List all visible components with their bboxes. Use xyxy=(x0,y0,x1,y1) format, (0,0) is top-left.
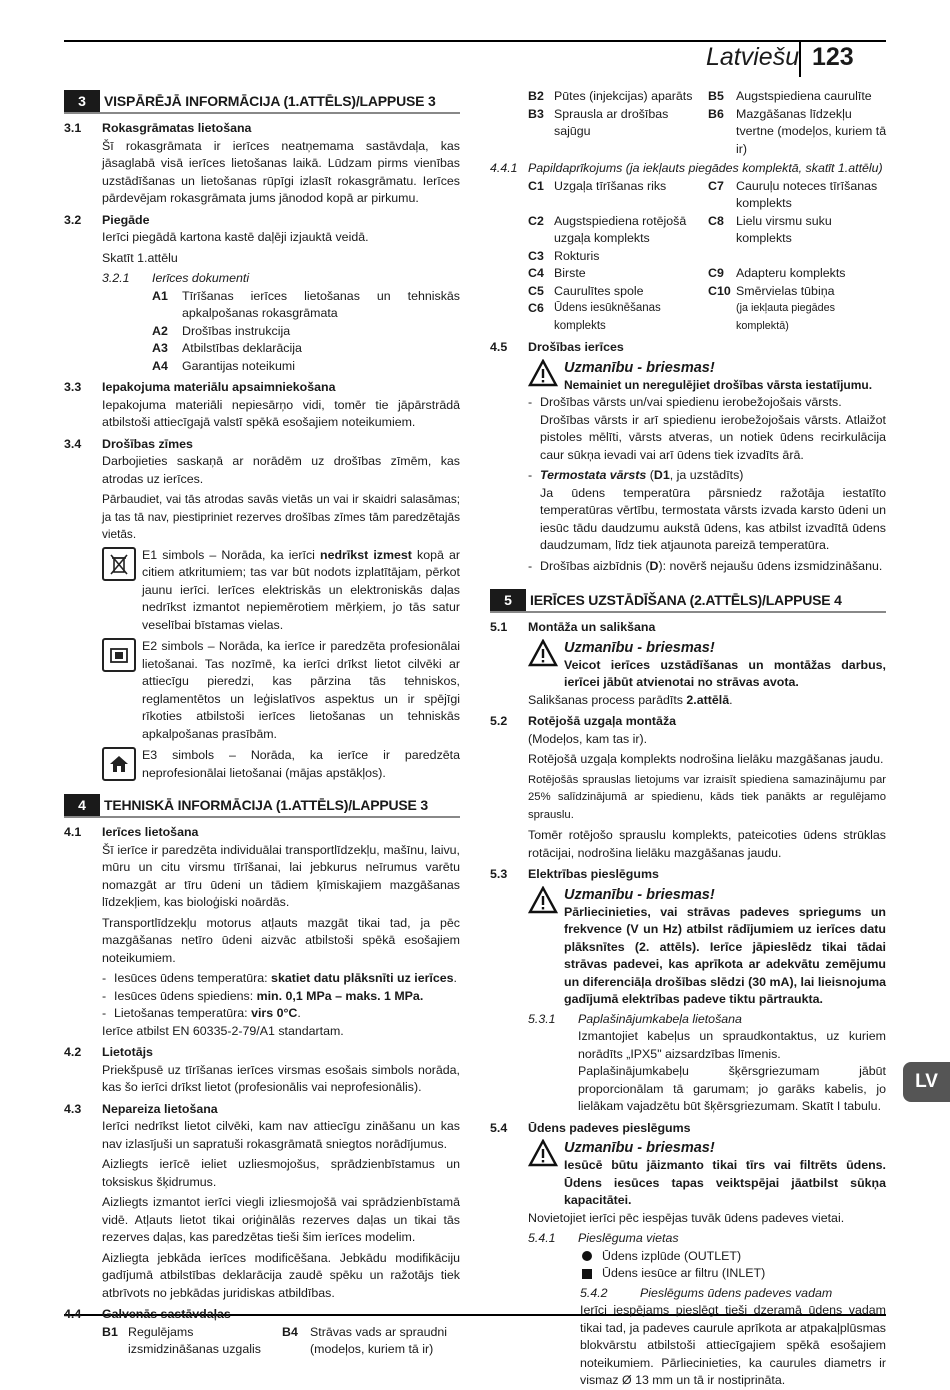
subsection-heading xyxy=(490,713,886,731)
left-column xyxy=(64,90,460,1359)
paragraph: Šī rokasgrāmata ir ierīces neatņemama sastāvdaļa, kas jāsaglabā visā ierīces lietošanas laikā. Lūdzam pirms vienības uzstādīšanas un lietošanas rūpīgi izlasīt rokasgrāmatu. Ierīces pārdevējam rokasgrāmata jums jānodod kopā ar pirkumu. xyxy=(102,138,460,205)
subsection-title: Rokasgrāmatas lietošana xyxy=(102,121,252,135)
figure-ref: 2.attēlā xyxy=(686,692,730,707)
subsubsection-title: Paplašinājumkabeļa lietošana xyxy=(578,1011,742,1026)
warning-title: Uzmanību - briesmas! xyxy=(564,886,715,903)
danger-warning xyxy=(528,359,886,395)
subsection-heading xyxy=(64,1101,460,1119)
warning-title: Uzmanību - briesmas! xyxy=(564,1140,715,1156)
item-value: Garantijas noteikumi xyxy=(182,358,295,373)
item-key: B1 xyxy=(102,1324,118,1339)
subsection-heading xyxy=(490,339,886,357)
subsection-number: 5.4 xyxy=(490,1120,508,1135)
item-value: Pūtes (injekcijas) aparāts xyxy=(554,89,693,103)
danger-warning xyxy=(528,639,886,692)
item-value: Atbilstības deklarācija xyxy=(182,341,302,355)
subsection-title: Ūdens padeves pieslēgums xyxy=(528,1120,691,1135)
subsection-title: Ierīces lietošana xyxy=(102,825,199,839)
dash-text: Drošības vārsts un/vai spiedienu ierobežojošais vārsts. xyxy=(540,395,842,409)
dash-text: , ja uzstādīts) xyxy=(669,468,744,482)
item-value: Ūdens iesūknēšanas komplekts xyxy=(554,302,661,332)
section-5-heading xyxy=(490,589,886,613)
paragraph: . xyxy=(729,692,733,707)
paragraph: Rotējošā uzgaļa komplekts nodrošina lielāku mazgāšanas jaudu. xyxy=(528,752,884,766)
circle-icon xyxy=(582,1251,592,1261)
list-item xyxy=(152,358,460,376)
paragraph: Ierīci piegādā kartona kastē daļēji izjauktā veidā. xyxy=(102,230,369,244)
item-key: A2 xyxy=(152,323,168,338)
subsubsection-number: 5.4.2 xyxy=(580,1285,608,1300)
item-value: Ūdens izplūde (OUTLET) xyxy=(602,1248,742,1263)
subsubsection-number: 5.4.1 xyxy=(528,1231,556,1245)
subsection-heading xyxy=(64,1306,460,1324)
list-item xyxy=(582,1265,886,1283)
subsubsection-number: 4.4.1 xyxy=(490,161,518,175)
item-key xyxy=(708,248,736,266)
subsection-heading xyxy=(64,379,460,397)
dash-bold: min. 0,1 MPa – maks. 1 MPa. xyxy=(256,988,424,1003)
paragraph: Priekšpusē uz tīrīšanas ierīces virsmas esošais simbols norāda, kas šo ierīci drīkst lietot (profesionālis vai neprofesionālis). xyxy=(102,1062,460,1094)
dash-item: - Lietošanas temperatūra: virs 0°C. xyxy=(102,1006,301,1020)
item-value: Drošības instrukcija xyxy=(182,323,291,338)
item-key: B6 xyxy=(708,106,724,121)
subsubsection-title: Papildaprīkojums (ja iekļauts piegādes komplektā, skatīt 1.attēlu) xyxy=(528,161,883,175)
warning-triangle-icon xyxy=(528,886,558,914)
subsection-heading xyxy=(64,212,460,230)
home-use-icon xyxy=(102,747,136,781)
subsubsection-heading xyxy=(490,160,886,178)
paragraph: Ierīci nedrīkst lietot cilvēki, kam nav attiecīgu zināšanu un kas nav izlasījuši un sapratuši rokasgrāmatā sniegtos norādījumus. xyxy=(102,1119,460,1151)
dash-bold: skatiet datu plāksnīti uz ierīces xyxy=(271,971,454,985)
section-number: 4 xyxy=(64,794,100,816)
language-tab[interactable]: LV xyxy=(903,1062,950,1102)
subsection-number: 4.4 xyxy=(64,1307,82,1321)
item-key: C2 xyxy=(528,213,544,228)
item-value: Regulējams izsmidzināšanas uzgalis xyxy=(128,1324,261,1356)
accessories-list xyxy=(528,178,886,336)
item-value: Cauruļu noteces tīrīšanas komplekts xyxy=(736,178,878,210)
list-item xyxy=(152,340,460,358)
dash-bold: D xyxy=(649,558,659,573)
right-column xyxy=(490,88,886,1390)
dash-item: - Iesūces ūdens spiediens: min. 0,1 MPa – maks. 1 MPa. xyxy=(102,988,424,1003)
dash-text: ( xyxy=(646,468,654,482)
item-key: B5 xyxy=(708,89,724,103)
item-value: Strāvas vads ar spraudni (modeļos, kuriem tā ir) xyxy=(310,1324,448,1356)
danger-warning xyxy=(528,1139,886,1210)
dash-item: - Iesūces ūdens temperatūra: skatiet datu plāksnīti uz ierīces. xyxy=(102,971,457,985)
item-value: Ūdens iesūce ar filtru (INLET) xyxy=(602,1266,766,1280)
subsection-number: 4.5 xyxy=(490,340,508,354)
subsection-title: Galvenās sastāvdaļas xyxy=(102,1307,231,1321)
documents-list xyxy=(152,288,460,376)
subsection-number: 5.3 xyxy=(490,867,508,881)
item-value xyxy=(736,248,888,266)
subsection-title: Drošības zīmes xyxy=(102,436,193,451)
paragraph: Izmantojiet kabeļus un spraudkontaktus, uz kuriem norādīts „IPX5" aizsardzības līmenis. xyxy=(578,1029,886,1061)
paragraph: (Modeļos, kam tas ir). xyxy=(528,731,648,746)
warning-triangle-icon xyxy=(528,359,558,387)
item-key: C10 xyxy=(708,283,731,298)
subsection-number: 4.3 xyxy=(64,1101,82,1116)
subsection-number: 3.1 xyxy=(64,121,82,135)
dash-text: Iesūces ūdens spiediens: xyxy=(114,988,257,1003)
paragraph: Ierīci iespējams pieslēgt tieši dzeramā ūdens vadam tikai tad, ja padeves caurule aprīkota ar atpakaļplūsmas blokvārstu atbilstoši attiecīgajiem spēkā esošajiem noteikumiem. Pārliecinieties, ka caurules diametrs ir vismaz Ø 13 mm un tā ir nostiprināta. xyxy=(580,1303,886,1387)
symbol-e1 xyxy=(102,547,460,635)
paragraph: Aizliegts izmantot ierīci viegli izliesmojošā vai sprādzienbīstamā vidē. Atļauts lietot tikai oriģinālās rezerves daļas un tikai tās rezerves daļas, kas paredzētas tieši šim ierīces modelim. xyxy=(102,1195,460,1244)
subsection-heading xyxy=(64,1044,460,1062)
subsubsection-heading xyxy=(490,1285,886,1303)
paragraph: Ierīce atbilst EN 60335-2-79/A1 standartam. xyxy=(102,1023,344,1038)
components-list-cont xyxy=(528,88,886,158)
symbol-e3 xyxy=(102,747,460,782)
subsubsection-heading xyxy=(102,270,460,288)
list-item xyxy=(582,1248,886,1266)
paragraph: Rotējošās sprauslas lietojums var izraisīt spiediena samazinājumu par 25% salīdzinājumā ar spiedienu, kāds tiek panākts ar regulējamo sprauslu. xyxy=(528,773,886,821)
warning-title: Uzmanību - briesmas! xyxy=(564,359,715,376)
subsection-number: 3.2 xyxy=(64,212,82,227)
item-key: B3 xyxy=(528,106,544,121)
subsection-heading xyxy=(64,436,460,454)
warning-text: Iesūcē būtu jāizmanto tikai tīrs vai filtrēts ūdens. Ūdens iesūces tapas veiktspējai jāatbilst sūkņa kapacitātei. xyxy=(564,1158,886,1207)
warning-triangle-icon xyxy=(528,639,558,667)
page-number: 123 xyxy=(812,43,854,71)
dash-bold: Termostata vārsts xyxy=(540,468,647,482)
item-key: C3 xyxy=(528,248,544,263)
paragraph: Šī ierīce ir paredzēta individuālai transportlīdzekļu, mašīnu, laivu, mūru un citu virsmu tīrīšanai, lai jebkurus neīrumus varētu nomazgāt ar tīru ūdeni un tādiem ķīmiskajiem mazgāšanas līdzekļiem, kas bioloģiski noārdās. xyxy=(102,842,460,909)
item-key: C8 xyxy=(708,213,724,228)
paragraph: Pārbaudiet, vai tās atrodas savās vietās un vai ir skaidri salasāmas; ja tas tā nav, piestipriniet rezerves drošības zīmes tām paredzētajās vietās. xyxy=(102,492,460,541)
item-value: Mazgāšanas līdzekļu tvertne (modeļos, kuriem tā ir) xyxy=(736,106,887,156)
section-4-heading xyxy=(64,794,460,818)
e1-bold: nedrīkst izmest xyxy=(320,547,412,562)
item-key: C9 xyxy=(708,266,724,280)
subsection-number: 5.2 xyxy=(490,714,508,728)
item-value: Tīrīšanas ierīces lietošanas un tehniskās apkalpošanas rokasgrāmata xyxy=(182,288,460,320)
subsection-title: Rotējošā uzgaļa montāža xyxy=(528,714,677,728)
section-title: VISPĀRĒJĀ INFORMĀCIJA (1.ATTĒLS)/LAPPUSE 3 xyxy=(104,93,436,109)
list-item xyxy=(152,288,460,323)
symbol-e2 xyxy=(102,638,460,743)
subsection-number: 3.4 xyxy=(64,436,82,451)
subsection-title: Montāža un salikšana xyxy=(528,620,656,634)
item-key: A1 xyxy=(152,288,168,303)
dash-text: Iesūces ūdens temperatūra: xyxy=(114,971,272,985)
item-value: Birste xyxy=(554,266,586,280)
item-key: A4 xyxy=(152,358,168,373)
item-value: Smērvielas tūbiņa xyxy=(736,283,835,298)
warning-text: Nemainiet un neregulējiet drošības vārsta iestatījumu. xyxy=(564,377,873,392)
connection-points xyxy=(582,1248,886,1283)
item-value: Augstspiediena rotējošā uzgaļa komplekts xyxy=(554,213,687,245)
section-number: 5 xyxy=(490,589,526,611)
e1-text-cont: kopā ar citiem atkritumiem; tas var būt nodots izplatītājam, pērkot jaunu ierīci. Ierīces elektriskās un elektroniskās daļas nedrīkst izmantot nepiemērotiem mērķiem, jo tās satur veselībai bīstamas vielas. xyxy=(142,547,460,632)
subsection-number: 5.1 xyxy=(490,620,508,634)
e2-text: E2 simbols – Norāda, ka ierīce ir paredzēta profesionālai lietošanai. Tas nozīmē, ka ierīci drīkst lietot cilvēki ar attiecīgu pieredzi, kas pārzina tās tehniskos, reglamentētos un leģislatīvos aspektus un ir spējīgi rīkoties atbilstoši ierīces lietošanas un tehniskās apkalpošanas prasībām. xyxy=(142,639,460,741)
item-key xyxy=(708,300,736,335)
warning-title: Uzmanību - briesmas! xyxy=(564,639,715,656)
professional-use-icon xyxy=(102,638,136,672)
item-value: Augstspiediena caurulīte xyxy=(736,89,872,103)
subsection-title: Nepareiza lietošana xyxy=(102,1101,218,1116)
dash-bold: D1 xyxy=(653,468,670,482)
item-value: Uzgaļa tīrīšanas riks xyxy=(554,178,667,193)
dash-bold: virs 0°C xyxy=(251,1006,298,1020)
paragraph: Iepakojuma materiāli nepiesārņo vidi, tomēr tie jāpārstrādā atbilstoši attiecīgajā valstī spēkā esošajiem noteikumiem. xyxy=(102,397,460,429)
subsection-heading xyxy=(64,824,460,842)
warning-text: Pārliecinieties, vai strāvas padeves spriegums un frekvence (V un Hz) atbilst rādījumiem uz ierīces datu plāksnītes (2. attēls). Ierīce jāpieslēdz tikai tādai strāvas padevei, kas aprīkota ar adekvātu zemējumu un diferenciāļa drošības slēdzi (30 mA), lai lieisnojuma gadījumā elektrības padeve tiktu pārtraukta. xyxy=(564,904,886,1006)
subsection-title: Piegāde xyxy=(102,212,150,227)
subsubsection-number: 5.3.1 xyxy=(528,1011,556,1026)
crossed-bin-icon xyxy=(102,547,136,581)
danger-warning xyxy=(528,886,886,1009)
paragraph: Drošības vārsts ir arī spiedienu ierobežojošais vārsts. Atlaižot pistoles mēlīti, vārsts atveras, un notiek ūdens recirkulācija caur sūkņa ievadi vai arī ūdens tiek izvadīts ārā. xyxy=(540,412,886,462)
item-key: C5 xyxy=(528,283,544,298)
subsection-heading xyxy=(490,619,886,637)
dash-text: ): novērš nejaušu ūdens izsmidzināšanu. xyxy=(658,558,883,573)
subsection-title: Drošības ierīces xyxy=(528,340,624,354)
section-title: IERĪCES UZSTĀDĪŠANA (2.ATTĒLS)/LAPPUSE 4 xyxy=(530,592,842,608)
subsubsection-number: 3.2.1 xyxy=(102,271,130,285)
paragraph: Transportlīdzekļu motorus atļauts mazgāt tikai tad, ja pēc mazgāšanas netīro ūdeni aizvāc atbilstoši spēkā esošajiem noteikumiem. xyxy=(102,915,460,965)
item-value: Caurulītes spole xyxy=(554,283,644,298)
paragraph: Paplašinājumkabeļu šķērsgriezumam jābūt proporcionālam tā garumam; jo garāks kabelis, jo lielākam vajadzētu būt šķērsgriezumam. Skatīt I tabulu. xyxy=(578,1064,886,1113)
item-key: C1 xyxy=(528,178,544,193)
list-item xyxy=(152,323,460,341)
subsection-number: 3.3 xyxy=(64,380,82,394)
paragraph: Aizliegta jebkāda ierīces modificēšana. Jebkādu modifikāciju gadījumā atbilstības deklarācija zaudē spēku un ražotājs tiek atbrīvots no jebkādas juridiskas atbildības. xyxy=(102,1250,460,1300)
item-value: Sprausla ar drošības sajūgu xyxy=(554,106,669,138)
language-label: Latviešu xyxy=(706,43,800,71)
dash-text: Lietošanas temperatūra: xyxy=(114,1006,252,1020)
section-3-heading xyxy=(64,90,460,114)
e3-text: E3 simbols – Norāda, ka ierīce ir paredzēta neprofesionālai lietošanai (mājas apstākļos). xyxy=(142,748,460,780)
subsubsection-heading xyxy=(490,1230,886,1248)
header-divider xyxy=(799,42,801,77)
item-key: C4 xyxy=(528,266,544,280)
item-value: (ja iekļauta piegādes komplektā) xyxy=(736,302,836,332)
subsection-heading xyxy=(490,1120,886,1138)
subsection-title: Iepakojuma materiālu apsaimniekošana xyxy=(102,380,336,394)
subsection-number: 4.1 xyxy=(64,825,82,839)
dash-item: - Drošības aizbīdnis (D): novērš nejaušu ūdens izsmidzināšanu. xyxy=(528,558,883,573)
warning-text: Veicot ierīces uzstādīšanas un montāžas darbus, ierīcei jābūt atvienotai no strāvas avota. xyxy=(564,657,886,689)
subsection-heading xyxy=(490,866,886,884)
e1-text: E1 simbols – Norāda, ka ierīci xyxy=(142,547,321,562)
paragraph: Novietojiet ierīci pēc iespējas tuvāk ūdens padeves vietai. xyxy=(528,1210,845,1225)
square-icon xyxy=(582,1269,592,1279)
item-key: B4 xyxy=(282,1324,298,1339)
paragraph: Skatīt 1.attēlu xyxy=(102,250,178,265)
subsection-heading xyxy=(64,120,460,138)
subsubsection-heading xyxy=(490,1011,886,1029)
paragraph: Ja ūdens temperatūra pārsniedz ražotāja iestatīto temperatūras vērtību, termostata vārsts izvada karsto ūdeni un iesūc tādu daudzumu aukstā ūdens, kas atbilst izvadītā ūdens daudzumam, līdz tiek atjaunota pareizā temperatūra. xyxy=(540,485,886,552)
subsection-number: 4.2 xyxy=(64,1045,82,1059)
item-key: B2 xyxy=(528,89,544,103)
paragraph: Darbojieties saskaņā ar norādēm uz drošības zīmēm, kas atrodas uz ierīces. xyxy=(102,454,460,486)
subsection-title: Lietotājs xyxy=(102,1045,153,1059)
paragraph: Tomēr rotējošo sprauslu komplekts, pateicoties ūdens strūklas rotācijai, nodrošina lielāku mazgāšanas jaudu. xyxy=(528,828,886,860)
item-value: Rokturis xyxy=(554,248,600,263)
components-list xyxy=(102,1324,460,1359)
subsubsection-title: Pieslēguma vietas xyxy=(578,1231,679,1245)
dash-item: - Drošības vārsts un/vai spiedienu ierobežojošais vārsts. xyxy=(528,394,886,412)
item-key: C7 xyxy=(708,178,724,193)
subsubsection-title: Pieslēgums ūdens padeves vadam xyxy=(640,1285,833,1300)
section-number: 3 xyxy=(64,90,100,112)
section-title: TEHNISKĀ INFORMĀCIJA (1.ATTĒLS)/LAPPUSE 3 xyxy=(104,797,428,813)
item-key: A3 xyxy=(152,341,168,355)
subsubsection-title: Ierīces dokumenti xyxy=(152,271,250,285)
item-value: Lielu virsmu suku komplekts xyxy=(736,213,832,245)
paragraph: Salikšanas process parādīts xyxy=(528,692,687,707)
warning-triangle-icon xyxy=(528,1139,558,1167)
item-key: C6 xyxy=(528,301,544,315)
paragraph: Aizliegts ierīcē ieliet uzliesmojošus, sprādzienbīstamus un toksiskus šķidrumus. xyxy=(102,1157,460,1189)
item-value: Adapteru komplekts xyxy=(736,266,846,280)
dash-text: Drošības aizbīdnis ( xyxy=(540,558,650,573)
dash-item: - Termostata vārsts (D1, ja uzstādīts) xyxy=(528,468,744,482)
subsection-title: Elektrības pieslēgums xyxy=(528,867,659,881)
